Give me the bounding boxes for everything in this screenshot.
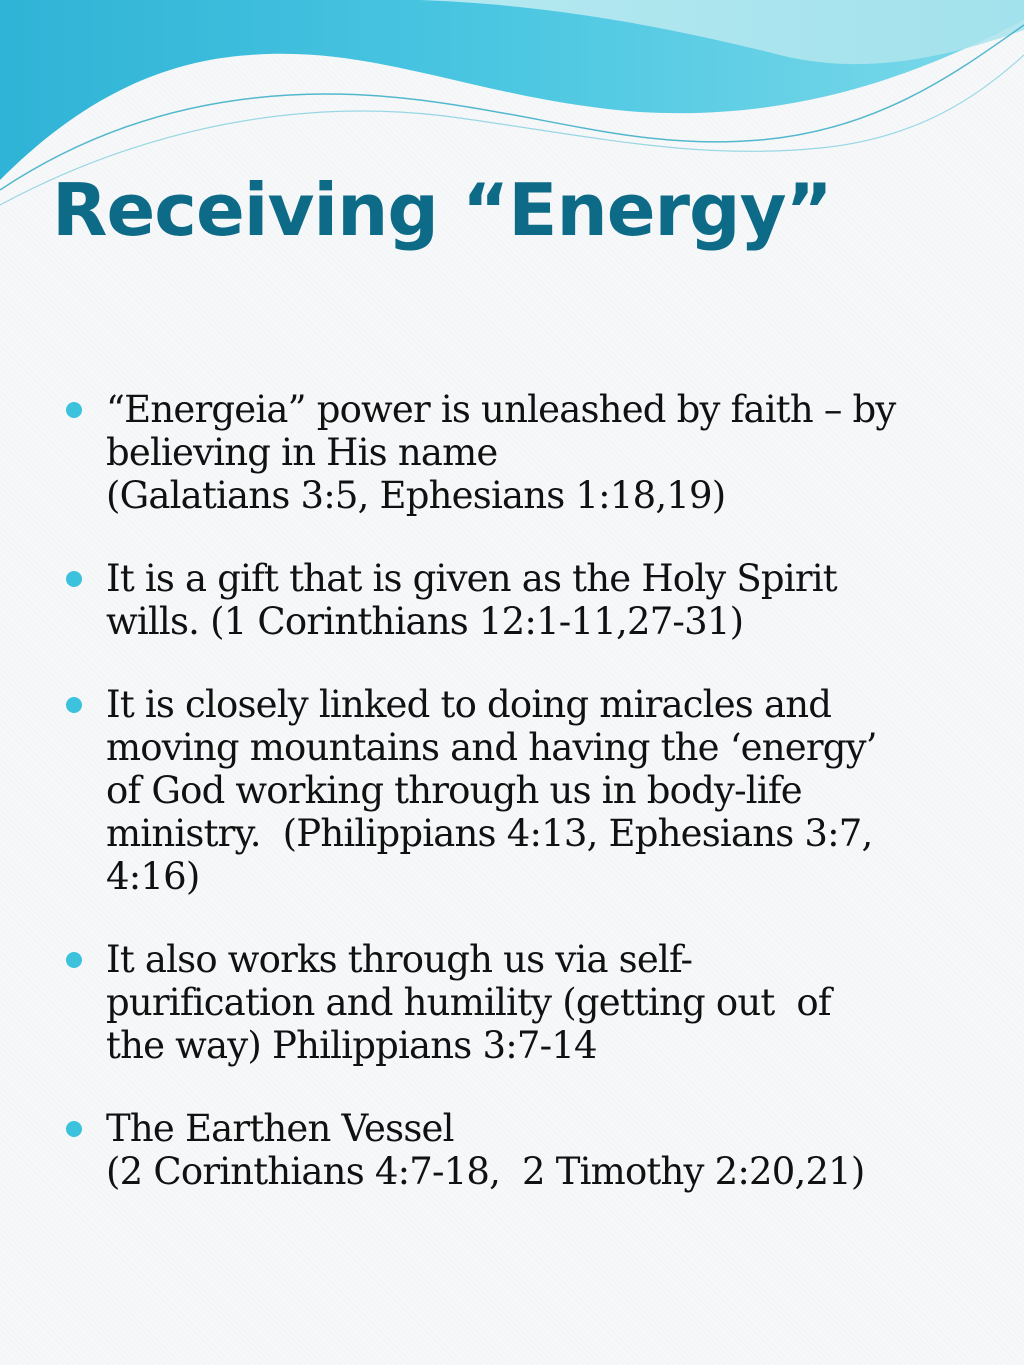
bullet-line: (2 Corinthians 4:7-18, 2 Timothy 2:20,21) [106, 1150, 865, 1193]
bullet-line: (Galatians 3:5, Ephesians 1:18,19) [106, 474, 726, 517]
bullet-line: The Earthen Vessel [106, 1107, 454, 1150]
bullet-dot-icon [66, 571, 82, 587]
bullet-dot-icon [66, 1121, 82, 1137]
bullet-list [66, 388, 966, 1233]
bullet-line: believing in His name [106, 431, 498, 474]
bullet-line: It is a gift that is given as the Holy Spirit [106, 557, 837, 600]
bullet-dot-icon [66, 697, 82, 713]
bullet-line: It is closely linked to doing miracles and [106, 683, 832, 726]
bullet-item [66, 557, 966, 643]
bullet-item [66, 388, 966, 517]
bullet-item [66, 683, 966, 898]
bullet-item [66, 938, 966, 1067]
bullet-dot-icon [66, 402, 82, 418]
bullet-line: purification and humility (getting out of [106, 981, 831, 1024]
slide-title: Receiving “Energy” [52, 168, 832, 252]
bullet-line: It also works through us via self- [106, 938, 693, 981]
bullet-item [66, 1107, 966, 1193]
bullet-dot-icon [66, 952, 82, 968]
bullet-line: of God working through us in body-life [106, 769, 802, 812]
bullet-line: “Energeia” power is unleashed by faith – by [106, 388, 896, 431]
bullet-line: moving mountains and having the ‘energy’ [106, 726, 877, 769]
bullet-line: ministry. (Philippians 4:13, Ephesians 3:7, [106, 812, 873, 855]
bullet-line: 4:16) [106, 855, 200, 898]
bullet-line: wills. (1 Corinthians 12:1-11,27-31) [106, 600, 744, 643]
bullet-line: the way) Philippians 3:7-14 [106, 1024, 597, 1067]
